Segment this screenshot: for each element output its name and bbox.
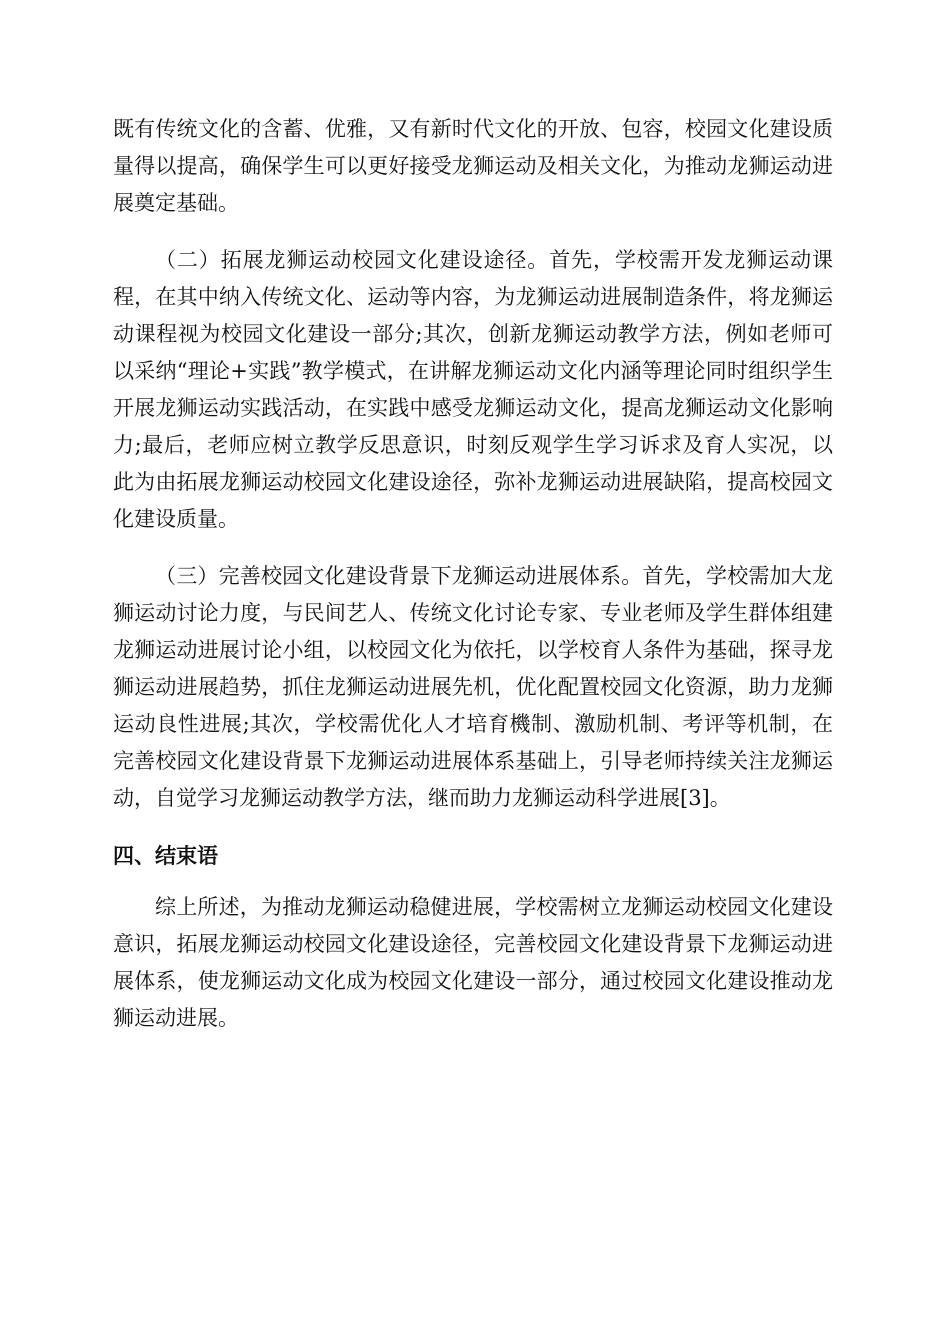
document-body (113, 111, 833, 1037)
section-heading-conclusion: 四、结束语 (113, 844, 218, 868)
paragraph-conclusion: 综上所述，为推动龙狮运动稳健进展，学校需树立龙狮运动校园文化建设意识，拓展龙狮运动校园文化建设途径，完善校园文化建设背景下龙狮运动进展体系，使龙狮运动文化成为校园文化建设一部分，通过校园文化建设推动龙狮运动进展。 (113, 895, 833, 1030)
paragraph-continuation: 既有传统文化的含蓄、优雅，又有新时代文化的开放、包容，校园文化建设质量得以提高，确保学生可以更好接受龙狮运动及相关文化，为推动龙狮运动进展奠定基础。 (113, 117, 833, 215)
paragraph-section-two: （二）拓展龙狮运动校园文化建设途径。首先，学校需开发龙狮运动课程，在其中纳入传统文化、运动等内容，为龙狮运动进展制造条件，将龙狮运动课程视为校园文化建设一部分;其次，创新龙狮运动教学方法，例如老师可以采纳“理论+实践”教学模式，在讲解龙狮运动文化内涵等理论同时组织学生开展龙狮运动实践活动，在实践中感受龙狮运动文化，提高龙狮运动文化影响力;最后，老师应树立教学反思意识，时刻反观学生学习诉求及育人实况，以此为由拓展龙狮运动校园文化建设途径，弥补龙狮运动进展缺陷，提高校园文化建设质量。 (113, 248, 833, 531)
paragraph-section-three: （三）完善校园文化建设背景下龙狮运动进展体系。首先，学校需加大龙狮运动讨论力度，与民间艺人、传统文化讨论专家、专业老师及学生群体组建龙狮运动进展讨论小组，以校园文化为依托，以学校育人条件为基础，探寻龙狮运动进展趋势，抓住龙狮运动进展先机，优化配置校园文化资源，助力龙狮运动良性进展;其次，学校需优化人才培育機制、激励机制、考评等机制，在完善校园文化建设背景下龙狮运动进展体系基础上，引导老师持续关注龙狮运动，自觉学习龙狮运动教学方法，继而助力龙狮运动科学进展[3]。 (113, 564, 833, 810)
